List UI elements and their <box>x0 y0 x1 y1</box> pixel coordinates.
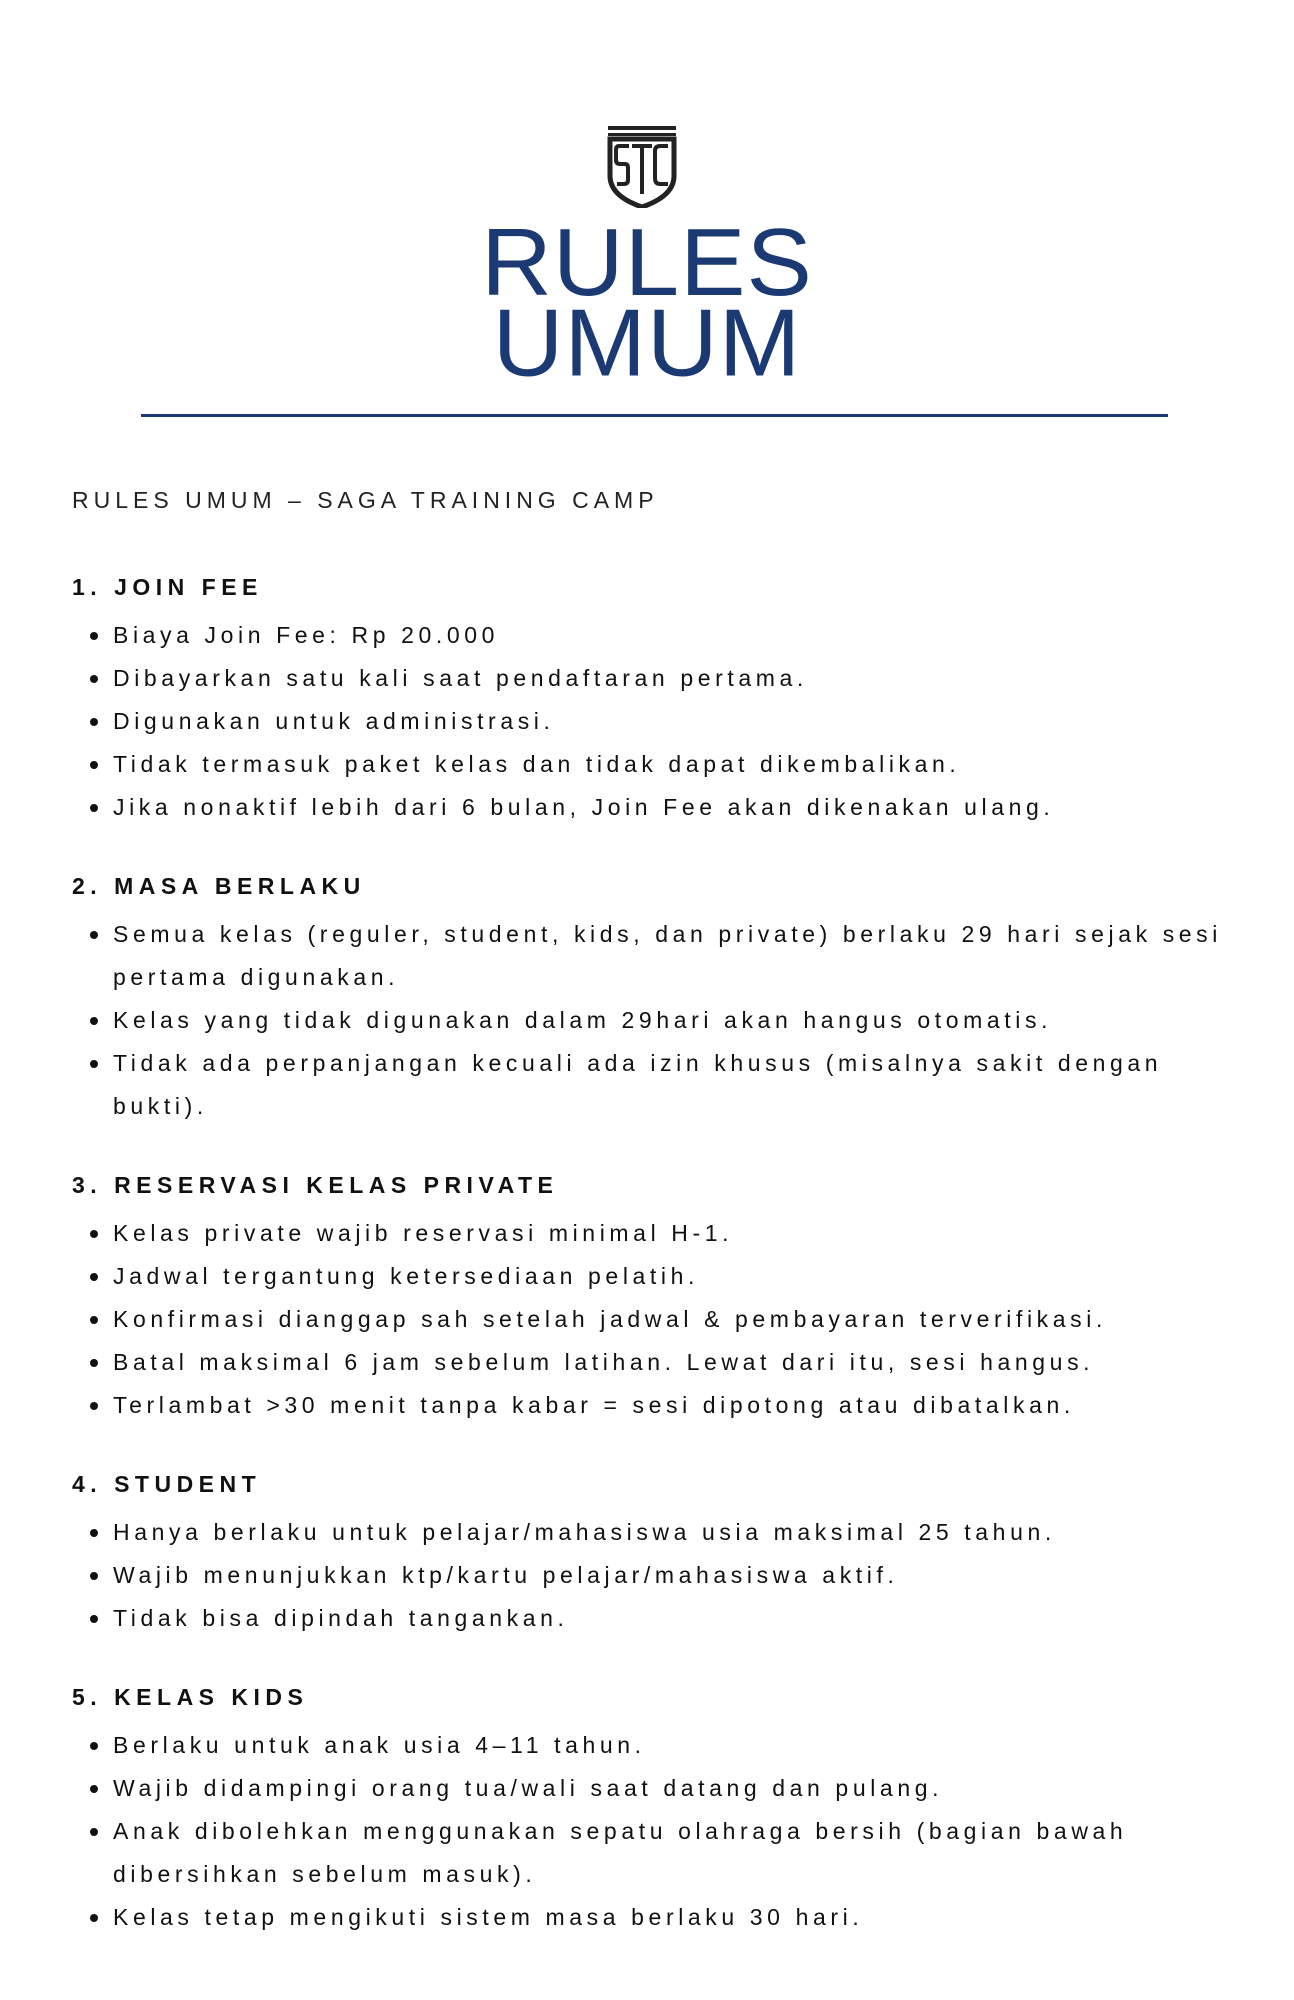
list-item <box>72 1554 1222 1597</box>
bullet-icon <box>90 1359 98 1367</box>
list-item-text: Anak dibolehkan menggunakan sepatu olahraga bersih (bagian bawah dibersihkan sebelum masuk). <box>113 1818 1128 1887</box>
stc-shield-logo-icon <box>606 126 678 208</box>
list-item-text: Tidak ada perpanjangan kecuali ada izin khusus (misalnya sakit dengan bukti). <box>113 1050 1163 1119</box>
list-item <box>72 1042 1222 1128</box>
bullet-icon <box>90 931 98 939</box>
bullet-icon <box>90 632 98 640</box>
rules-section <box>72 1469 1222 1640</box>
bullet-icon <box>90 1273 98 1281</box>
bullet-icon <box>90 761 98 769</box>
bullet-icon <box>90 1828 98 1836</box>
list-item-text: Konfirmasi dianggap sah setelah jadwal & pembayaran terverifikasi. <box>113 1306 1107 1332</box>
bullet-icon <box>90 1572 98 1580</box>
section-heading: 3. RESERVASI KELAS PRIVATE <box>72 1172 559 1198</box>
stc-logo-icon <box>606 126 678 208</box>
list-item <box>72 1255 1222 1298</box>
bullet-icon <box>90 1785 98 1793</box>
page-title-line2: UMUM <box>492 288 802 397</box>
bullet-icon <box>90 1742 98 1750</box>
list-item-text: Jadwal tergantung ketersediaan pelatih. <box>113 1263 700 1289</box>
list-item-text: Tidak bisa dipindah tangankan. <box>113 1605 569 1631</box>
list-item <box>72 1896 1222 1939</box>
bullet-icon <box>90 675 98 683</box>
bullet-icon <box>90 804 98 812</box>
rules-list <box>72 1511 1222 1640</box>
list-item-text: Digunakan untuk administrasi. <box>113 708 555 734</box>
list-item <box>72 1597 1222 1640</box>
list-item-text: Berlaku untuk anak usia 4–11 tahun. <box>113 1732 646 1758</box>
section-heading: 2. MASA BERLAKU <box>72 873 366 899</box>
bullet-icon <box>90 1060 98 1068</box>
rules-sections <box>72 572 1222 1939</box>
rules-list <box>72 614 1222 829</box>
list-item <box>72 1384 1222 1427</box>
list-item-text: Kelas yang tidak digunakan dalam 29hari akan hangus otomatis. <box>113 1007 1053 1033</box>
section-heading: 4. STUDENT <box>72 1471 262 1497</box>
list-item <box>72 1511 1222 1554</box>
rules-list <box>72 913 1222 1128</box>
list-item-text: Kelas private wajib reservasi minimal H-1. <box>113 1220 734 1246</box>
list-item-text: Tidak termasuk paket kelas dan tidak dapat dikembalikan. <box>113 751 961 777</box>
bullet-icon <box>90 1017 98 1025</box>
list-item <box>72 913 1222 999</box>
list-item <box>72 700 1222 743</box>
rules-section <box>72 1170 1222 1427</box>
bullet-icon <box>90 1316 98 1324</box>
rules-document <box>72 485 1222 1981</box>
list-item-text: Terlambat >30 menit tanpa kabar = sesi dipotong atau dibatalkan. <box>113 1392 1075 1418</box>
list-item <box>72 1767 1222 1810</box>
list-item-text: Batal maksimal 6 jam sebelum latihan. Lewat dari itu, sesi hangus. <box>113 1349 1095 1375</box>
bullet-icon <box>90 718 98 726</box>
rules-section <box>72 572 1222 829</box>
list-item <box>72 1724 1222 1767</box>
bullet-icon <box>90 1230 98 1238</box>
list-item <box>72 999 1222 1042</box>
rules-section <box>72 1682 1222 1939</box>
list-item-text: Jika nonaktif lebih dari 6 bulan, Join Fee akan dikenakan ulang. <box>113 794 1055 820</box>
section-heading: 1. JOIN FEE <box>72 574 263 600</box>
bullet-icon <box>90 1615 98 1623</box>
list-item-text: Hanya berlaku untuk pelajar/mahasiswa usia maksimal 25 tahun. <box>113 1519 1056 1545</box>
document-title: RULES UMUM – SAGA TRAINING CAMP <box>72 487 659 513</box>
list-item <box>72 614 1222 657</box>
list-item-text: Wajib menunjukkan ktp/kartu pelajar/mahasiswa aktif. <box>113 1562 899 1588</box>
list-item-text: Kelas tetap mengikuti sistem masa berlaku 30 hari. <box>113 1904 864 1930</box>
page-title <box>0 207 1294 397</box>
list-item-text: Biaya Join Fee: Rp 20.000 <box>113 622 500 648</box>
rules-section <box>72 871 1222 1128</box>
bullet-icon <box>90 1914 98 1922</box>
rules-list <box>72 1724 1222 1939</box>
list-item <box>72 657 1222 700</box>
list-item-text: Wajib didampingi orang tua/wali saat datang dan pulang. <box>113 1775 944 1801</box>
list-item-text: Dibayarkan satu kali saat pendaftaran pertama. <box>113 665 808 691</box>
list-item <box>72 1298 1222 1341</box>
list-item <box>72 1810 1222 1896</box>
bullet-icon <box>90 1402 98 1410</box>
list-item <box>72 786 1222 829</box>
rules-list <box>72 1212 1222 1427</box>
section-heading: 5. KELAS KIDS <box>72 1684 309 1710</box>
bullet-icon <box>90 1529 98 1537</box>
list-item <box>72 1212 1222 1255</box>
list-item <box>72 1341 1222 1384</box>
title-divider <box>141 414 1168 417</box>
list-item-text: Semua kelas (reguler, student, kids, dan private) berlaku 29 hari sejak sesi pertama digunakan. <box>113 921 1222 990</box>
list-item <box>72 743 1222 786</box>
page-title-line1: RULES <box>481 207 813 316</box>
